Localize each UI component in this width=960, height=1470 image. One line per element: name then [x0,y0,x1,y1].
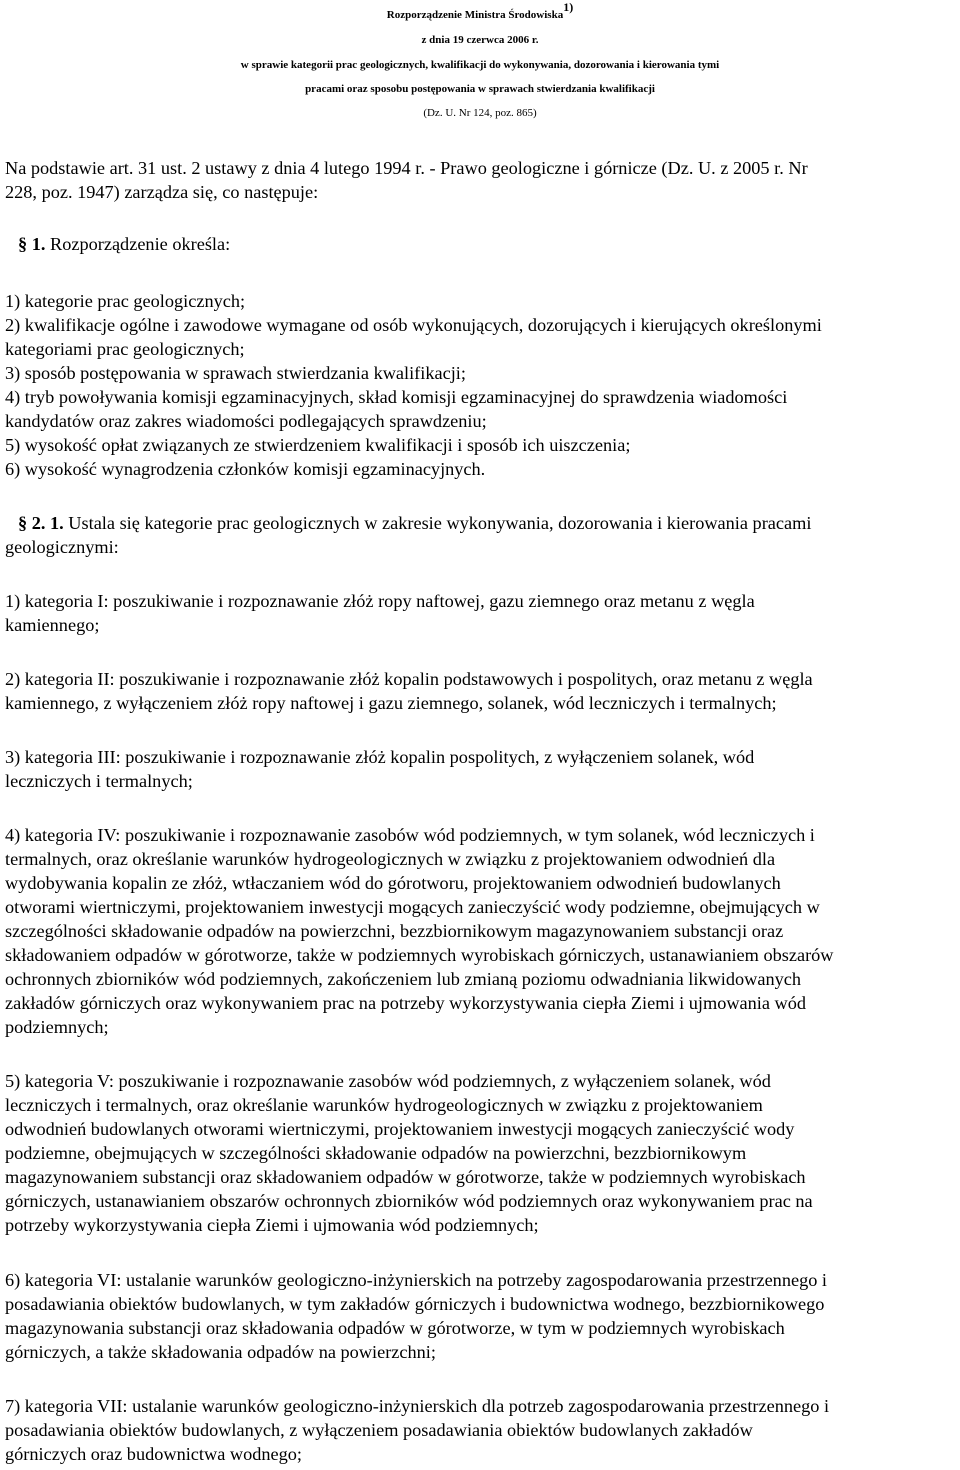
category-item-continuation: leczniczych i termalnych, oraz określanie warunków hydrogeologicznych w związku z projektowaniem [5,1095,763,1115]
journal-reference: (Dz. U. Nr 124, poz. 865) [423,107,537,119]
category-item: 2) kategoria II: poszukiwanie i rozpoznawanie złóż kopalin podstawowych i pospolitych, oraz metanu z węgla [5,669,813,689]
category-item-continuation: posadawiania obiektów budowlanych, w tym zakładów górniczych i budownictwa wodnego, bezzbiornikowego [5,1294,825,1314]
category-item-continuation: termalnych, oraz określanie warunków hydrogeologicznych w związku z projektowaniem odwodnień dla [5,849,776,869]
footnote-ref: 1) [563,0,574,14]
category-item-continuation: ochronnych zbiorników wód podziemnych, zakończeniem lub zmianą poziomu odwadniania likwidowanych [5,969,802,989]
section-1-heading-text: Rozporządzenie określa: [50,234,231,254]
category-item-continuation: podziemne, obejmujących w szczególności składowanie odpadów na powierzchni, bezzbiornikowym [5,1143,747,1163]
document-date: z dnia 19 czerwca 2006 r. [421,34,539,46]
document-title [0,0,960,27]
category-item-continuation: składowaniem odpadów w górotworze, także w podziemnych wyrobiskach górniczych, ustanawianiem obszarów [5,945,834,965]
category-item: 7) kategoria VII: ustalanie warunków geologiczno-inżynierskich dla potrzeb zagospodarowania przestrzennego i [5,1396,830,1416]
list-item-continuation: kategoriami prac geologicznych; [5,339,245,359]
category-item-continuation: leczniczych i termalnych; [5,771,193,791]
list-item: 2) kwalifikacje ogólne i zawodowe wymagane od osób wykonujących, dozorujących i kierujących określonymi [5,315,822,335]
document-subject-line-1: w sprawie kategorii prac geologicznych, kwalifikacji do wykonywania, dozorowania i kierowania tymi [240,59,720,71]
section-2-intro-continuation: geologicznymi: [5,537,119,557]
category-item: 1) kategoria I: poszukiwanie i rozpoznawanie złóż ropy naftowej, gazu ziemnego oraz metanu z węgla [5,591,755,611]
title-text: Rozporządzenie Ministra Środowiska [386,9,564,21]
preamble-line: Na podstawie art. 31 ust. 2 ustawy z dnia 4 lutego 1994 r. - Prawo geologiczne i górnicze (Dz. U. z 2005 r. Nr [5,158,808,178]
list-item: 5) wysokość opłat związanych ze stwierdzeniem kwalifikacji i sposób ich uiszczenia; [5,435,631,455]
category-item-continuation: potrzeby wykorzystywania ciepła Ziemi i ujmowania wód podziemnych; [5,1215,539,1235]
category-item: 4) kategoria IV: poszukiwanie i rozpoznawanie zasobów wód podziemnych, w tym solanek, wód leczniczych i [5,825,815,845]
category-item-continuation: kamiennego, z wyłączeniem złóż ropy naftowej i gazu ziemnego, solanek, wód leczniczych i termalnych; [5,693,777,713]
section-2-number: 2. 1. [31,513,64,533]
category-item-continuation: zakładów górniczych oraz wykonywaniem prac na potrzeby wykorzystywania ciepła Ziemi i ujmowania wód [5,993,807,1013]
list-item: 6) wysokość wynagrodzenia członków komisji egzaminacyjnych. [5,459,486,479]
list-item-continuation: kandydatów oraz zakres wiadomości podlegających sprawdzeniu; [5,411,487,431]
category-item-continuation: magazynowaniem substancji oraz składowaniem odpadów w górotworze, także w podziemnych wyrobiskach [5,1167,806,1187]
category-item-continuation: górniczych oraz budownictwa wodnego; [5,1444,302,1464]
list-item: 1) kategorie prac geologicznych; [5,291,246,311]
section-1-number: 1. [31,234,46,254]
list-item: 3) sposób postępowania w sprawach stwierdzania kwalifikacji; [5,363,466,383]
category-item-continuation: otworami wiertniczymi, projektowaniem inwestycji mogących zanieczyścić wody podziemne, obejmujących w [5,897,820,917]
category-item: 5) kategoria V: poszukiwanie i rozpoznawanie zasobów wód podziemnych, z wyłączeniem solanek, wód [5,1071,771,1091]
category-item-continuation: kamiennego; [5,615,100,635]
section-2-intro: Ustala się kategorie prac geologicznych w zakresie wykonywania, dozorowania i kierowania pracami [68,513,812,533]
category-item-continuation: odwodnień budowlanych otworami wiertniczymi, projektowaniem inwestycji mogących zanieczyścić wody [5,1119,795,1139]
category-item-continuation: górniczych, ustanawianiem obszarów ochronnych zbiorników wód podziemnych oraz wykonywaniem prac na [5,1191,813,1211]
section-1-heading [18,233,230,256]
list-item: 4) tryb powoływania komisji egzaminacyjnych, skład komisji egzaminacyjnej do sprawdzenia wiadomości [5,387,788,407]
category-item-continuation: podziemnych; [5,1017,109,1037]
paragraph-sign: § [18,234,28,254]
category-item: 6) kategoria VI: ustalanie warunków geologiczno-inżynierskich na potrzeby zagospodarowania przestrzennego i [5,1270,828,1290]
preamble-line: 228, poz. 1947) zarządza się, co następuje: [5,182,319,202]
category-item-continuation: magazynowania substancji oraz składowania odpadów w górotworze, w tym w podziemnych wyrobiskach [5,1318,785,1338]
category-item-continuation: górniczych, a także składowania odpadów na powierzchni; [5,1342,436,1362]
section-2-heading [18,512,811,535]
category-item-continuation: szczególności składowanie odpadów na powierzchni, bezzbiornikowym magazynowaniem substancji oraz [5,921,784,941]
document-subject-line-2: pracami oraz sposobu postępowania w sprawach stwierdzania kwalifikacji [305,83,655,95]
category-item: 3) kategoria III: poszukiwanie i rozpoznawanie złóż kopalin pospolitych, z wyłączeniem solanek, wód [5,747,755,767]
category-item-continuation: wydobywania kopalin ze złóż, wtłaczaniem wód do górotworu, projektowaniem odwodnień budowlanych [5,873,781,893]
paragraph-sign: § [18,513,28,533]
category-item-continuation: posadawiania obiektów budowlanych, z wyłączeniem posadawiania obiektów budowlanych zakładów [5,1420,753,1440]
